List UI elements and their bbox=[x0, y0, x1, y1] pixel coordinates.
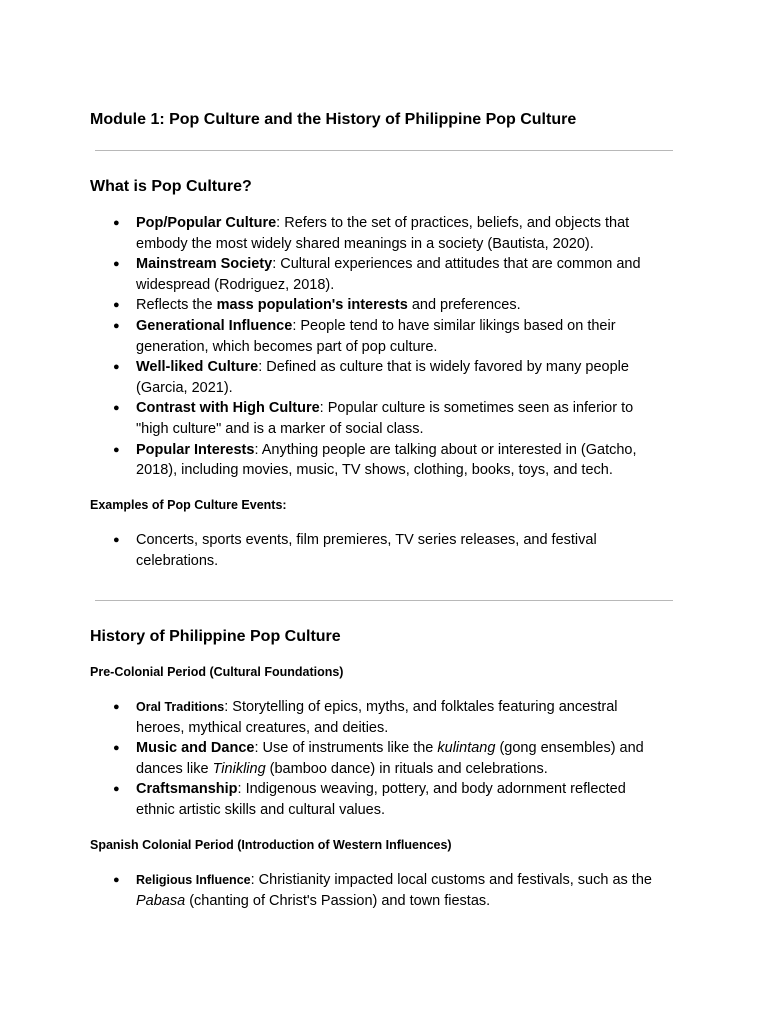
precolonial-list bbox=[0, 697, 768, 821]
spanish-period-heading: Spanish Colonial Period (Introduction of Western Influences) bbox=[90, 838, 452, 852]
item-text: : Defined as culture that is widely favored by many people (Garcia, 2021). bbox=[136, 359, 629, 396]
list-item bbox=[0, 254, 666, 295]
item-term: Pop/Popular Culture bbox=[136, 215, 277, 231]
bullet-icon: ● bbox=[113, 361, 120, 374]
examples-heading: Examples of Pop Culture Events: bbox=[90, 498, 287, 512]
spanish-period-list bbox=[0, 870, 768, 911]
item-term: mass population's interests bbox=[216, 297, 408, 314]
list-item bbox=[0, 738, 666, 779]
bullet-icon: ● bbox=[113, 783, 120, 796]
list-item bbox=[0, 213, 666, 254]
pop-culture-definitions-list bbox=[0, 213, 768, 481]
item-text: : Christianity impacted local customs and festivals, such as the bbox=[250, 872, 652, 888]
item-text: : Popular culture is sometimes seen as inferior to "high culture" and is a marker of social class. bbox=[136, 400, 634, 437]
item-italic-term: Tinikling bbox=[212, 760, 266, 777]
bullet-icon: ● bbox=[113, 534, 120, 546]
item-term: Popular Interests bbox=[136, 441, 255, 458]
item-text: Concerts, sports events, film premieres, TV series releases, and festival celebrations. bbox=[136, 532, 597, 569]
list-item bbox=[0, 870, 666, 911]
bullet-icon: ● bbox=[113, 319, 120, 332]
item-text: and preferences. bbox=[407, 297, 521, 314]
list-item bbox=[0, 779, 666, 820]
list-item bbox=[0, 316, 666, 357]
bullet-icon: ● bbox=[113, 443, 120, 456]
examples-list bbox=[0, 530, 768, 571]
item-text: : Refers to the set of practices, beliefs, and objects that embody the most widely shared meanings in a society (Bautista, 2020). bbox=[136, 215, 630, 252]
bullet-icon: ● bbox=[113, 299, 120, 312]
item-text: : Anything people are talking about or interested in (Gatcho, 2018), including movies, music, TV shows, clothing, books, toys, and tech. bbox=[136, 441, 637, 479]
item-text: : Storytelling of epics, myths, and folktales featuring ancestral heroes, mythical creatures, and deities. bbox=[136, 699, 618, 736]
item-text: : Cultural experiences and attitudes that are common and widespread (Rodriguez, 2018). bbox=[136, 256, 641, 293]
item-term: Mainstream Society bbox=[136, 256, 273, 273]
list-item bbox=[0, 697, 666, 738]
list-item bbox=[0, 357, 666, 398]
item-text: (bamboo dance) in rituals and celebrations. bbox=[265, 760, 548, 777]
list-item bbox=[0, 530, 666, 571]
horizontal-rule bbox=[95, 150, 673, 151]
bullet-icon: ● bbox=[113, 874, 120, 886]
item-text: : People tend to have similar likings based on their generation, which becomes part of pop culture. bbox=[136, 317, 616, 355]
list-item bbox=[0, 440, 666, 481]
item-term: Well-liked Culture bbox=[136, 359, 259, 376]
item-text: : Use of instruments like the bbox=[254, 740, 438, 757]
bullet-icon: ● bbox=[113, 258, 120, 271]
bullet-icon: ● bbox=[113, 701, 120, 713]
section-heading-what-is-pop-culture: What is Pop Culture? bbox=[90, 178, 252, 195]
item-italic-term: kulintang bbox=[437, 740, 496, 757]
item-term: Generational Influence bbox=[136, 317, 293, 334]
item-text: (chanting of Christ's Passion) and town fiestas. bbox=[185, 892, 491, 909]
horizontal-rule bbox=[95, 600, 673, 601]
bullet-icon: ● bbox=[113, 742, 120, 755]
item-term: Oral Traditions bbox=[136, 700, 225, 714]
bullet-icon: ● bbox=[113, 402, 120, 415]
list-item bbox=[0, 398, 666, 439]
precolonial-heading: Pre-Colonial Period (Cultural Foundations) bbox=[90, 665, 344, 679]
item-term: Craftsmanship bbox=[136, 781, 238, 798]
item-term: Music and Dance bbox=[136, 740, 255, 757]
list-item bbox=[0, 295, 666, 316]
section-heading-history: History of Philippine Pop Culture bbox=[90, 628, 341, 645]
document-title: Module 1: Pop Culture and the History of Philippine Pop Culture bbox=[90, 111, 577, 128]
bullet-icon: ● bbox=[113, 217, 120, 229]
item-text: Reflects the bbox=[136, 297, 217, 314]
item-text: : Indigenous weaving, pottery, and body adornment reflected ethnic artistic skills and cultural values. bbox=[136, 781, 626, 818]
item-term: Religious Influence bbox=[136, 873, 251, 887]
item-term: Contrast with High Culture bbox=[136, 400, 320, 417]
item-italic-term: Pabasa bbox=[136, 892, 186, 909]
item-text: (gong ensembles) and dances like bbox=[136, 740, 644, 777]
